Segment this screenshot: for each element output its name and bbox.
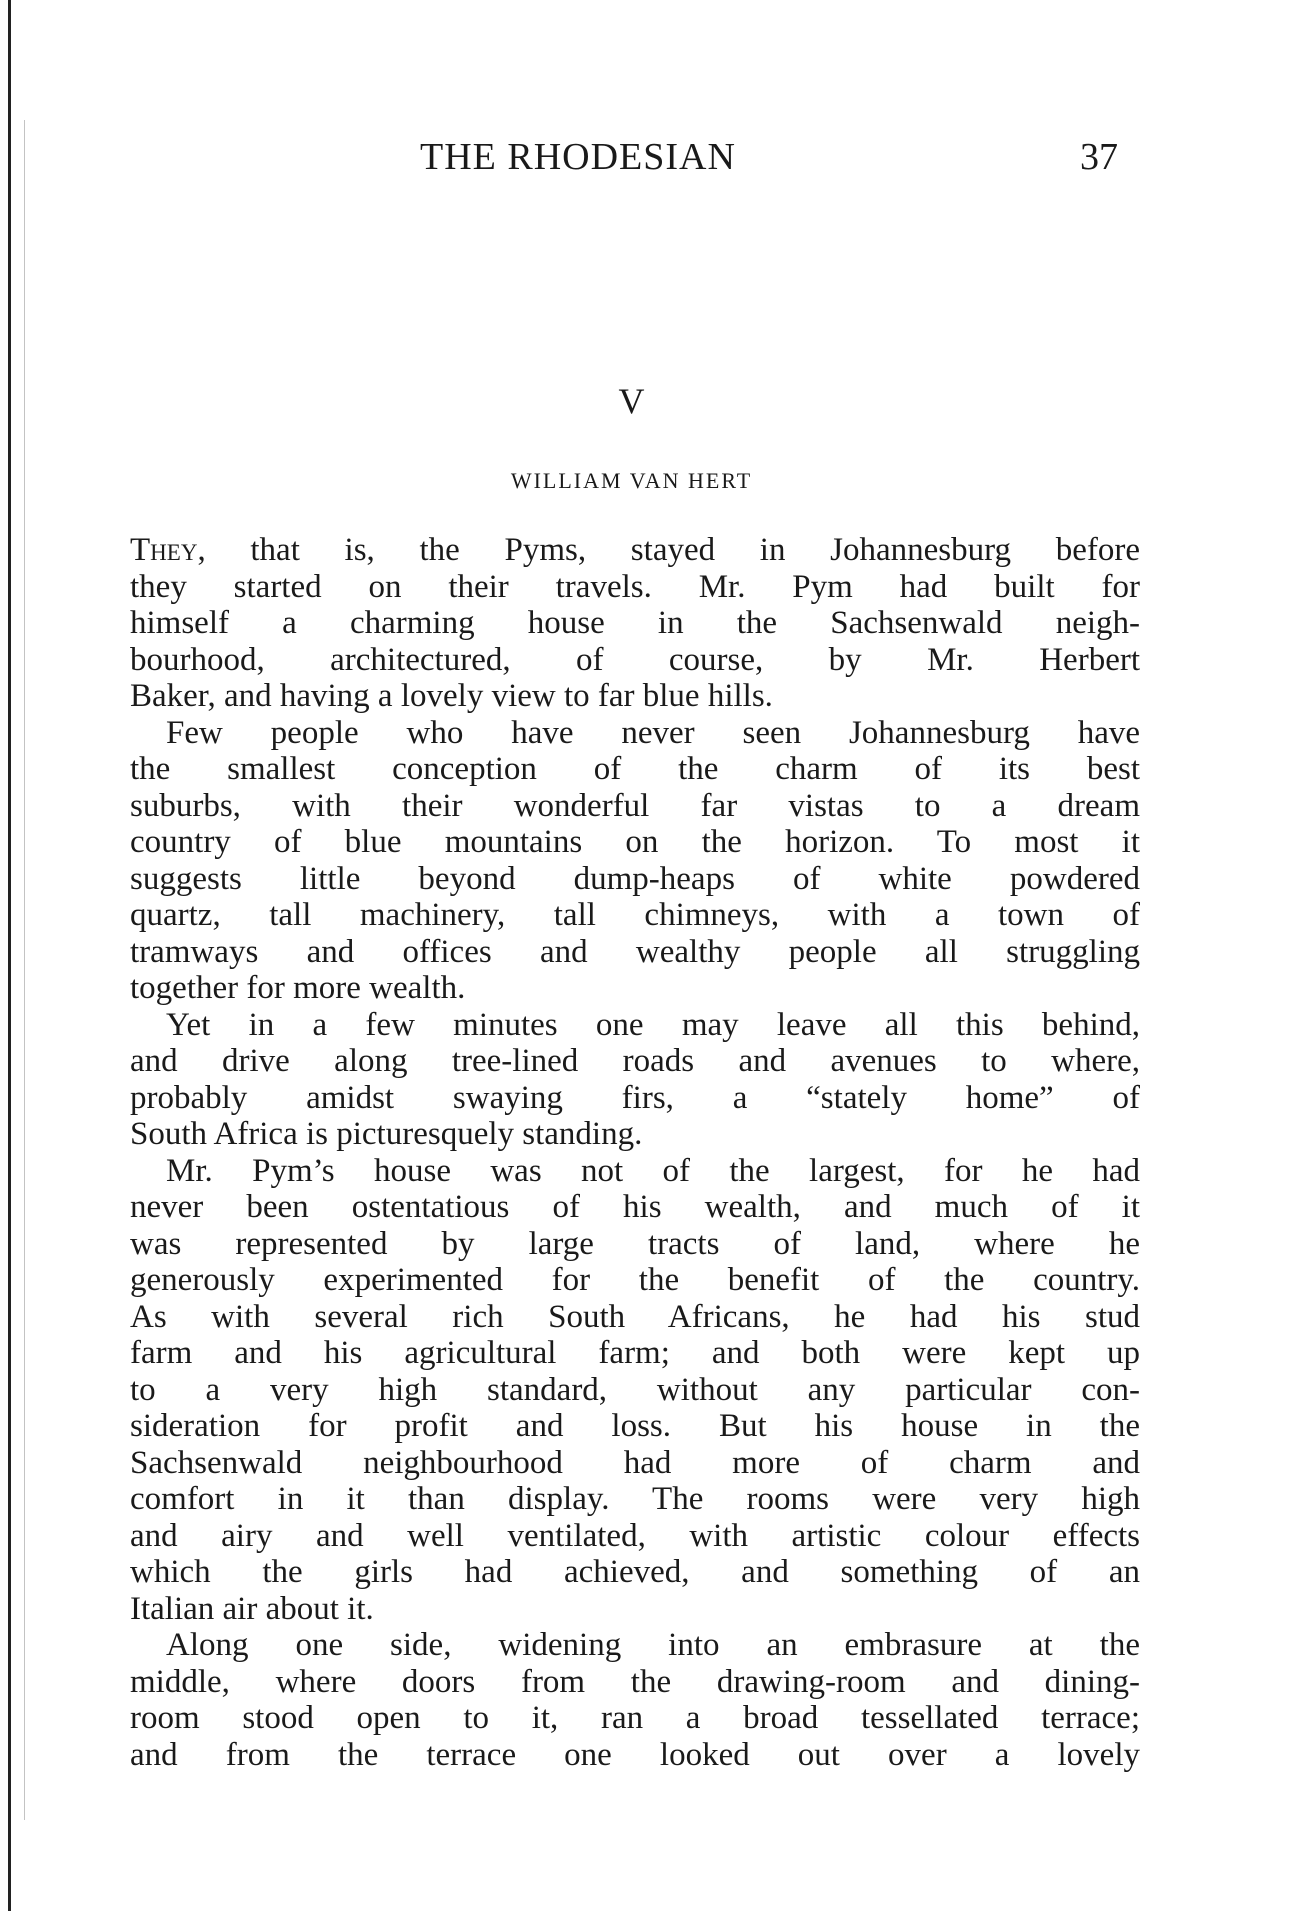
- text-line: quartz, tall machinery, tall chimneys, with a town of: [130, 897, 1140, 933]
- text-line: which the girls had achieved, and something of an: [130, 1554, 1140, 1590]
- text-line: Yet in a few minutes one may leave all this behind,: [166, 1006, 1140, 1043]
- chapter-number: V: [618, 381, 645, 421]
- text-line: never been ostentatious of his wealth, and much of it: [130, 1189, 1140, 1225]
- text-line: [130, 532, 1140, 569]
- text-line: suggests little beyond dump-heaps of white powdered: [130, 860, 1140, 897]
- small-caps-opening: They: [130, 532, 198, 568]
- text-line: and from the terrace one looked out over a lovely: [130, 1736, 1140, 1773]
- running-title: THE RHODESIAN: [420, 136, 736, 178]
- text-line: South Africa is picturesquely standing.: [130, 1116, 643, 1152]
- text-line: Sachsenwald neighbourhood had more of charm and: [130, 1444, 1140, 1481]
- text-line: probably amidst swaying firs, a “stately home” of: [130, 1079, 1140, 1116]
- text-line: Along one side, widening into an embrasure at the: [166, 1627, 1140, 1663]
- text-line: they started on their travels. Mr. Pym had built for: [130, 568, 1140, 605]
- text-line: Baker, and having a lovely view to far blue hills.: [130, 678, 773, 714]
- text-line: country of blue mountains on the horizon. To most it: [130, 824, 1140, 860]
- page-number: 37: [1080, 136, 1118, 178]
- text-line: bourhood, architectured, of course, by Mr. Herbert: [130, 641, 1140, 678]
- book-spine-edge: [8, 0, 11, 1911]
- text-line: farm and his agricultural farm; and both were kept up: [130, 1335, 1140, 1371]
- text-line: and drive along tree-lined roads and avenues to where,: [130, 1043, 1140, 1079]
- text-line: As with several rich South Africans, he had his stud: [130, 1298, 1140, 1335]
- text-line: the smallest conception of the charm of its best: [130, 751, 1140, 787]
- text-line: room stood open to it, ran a broad tessellated terrace;: [130, 1700, 1140, 1736]
- text-line: sideration for profit and loss. But his house in the: [130, 1408, 1140, 1444]
- chapter-title: WILLIAM VAN HERT: [510, 468, 753, 493]
- page-gutter-shadow: [24, 120, 25, 1820]
- running-head: [0, 135, 1295, 185]
- text-line: comfort in it than display. The rooms were very high: [130, 1481, 1140, 1517]
- text-line: was represented by large tracts of land, where he: [130, 1225, 1140, 1262]
- body-text: [130, 532, 1140, 1773]
- text-line: suburbs, with their wonderful far vistas to a dream: [130, 787, 1140, 824]
- opening-line-rest: , that is, the Pyms, stayed in Johannesburg before: [197, 532, 1140, 568]
- text-line: middle, where doors from the drawing-room and dining-: [130, 1663, 1140, 1700]
- text-line: together for more wealth.: [130, 970, 466, 1006]
- text-line: Few people who have never seen Johannesburg have: [166, 714, 1140, 751]
- text-line: tramways and offices and wealthy people all struggling: [130, 933, 1140, 970]
- text-line: himself a charming house in the Sachsenwald neigh-: [130, 605, 1140, 641]
- text-line: to a very high standard, without any particular con-: [130, 1371, 1140, 1408]
- text-line: generously experimented for the benefit of the country.: [130, 1262, 1140, 1298]
- text-line: Mr. Pym’s house was not of the largest, for he had: [166, 1152, 1140, 1189]
- text-line: Italian air about it.: [130, 1590, 374, 1627]
- text-line: and airy and well ventilated, with artistic colour effects: [130, 1517, 1140, 1554]
